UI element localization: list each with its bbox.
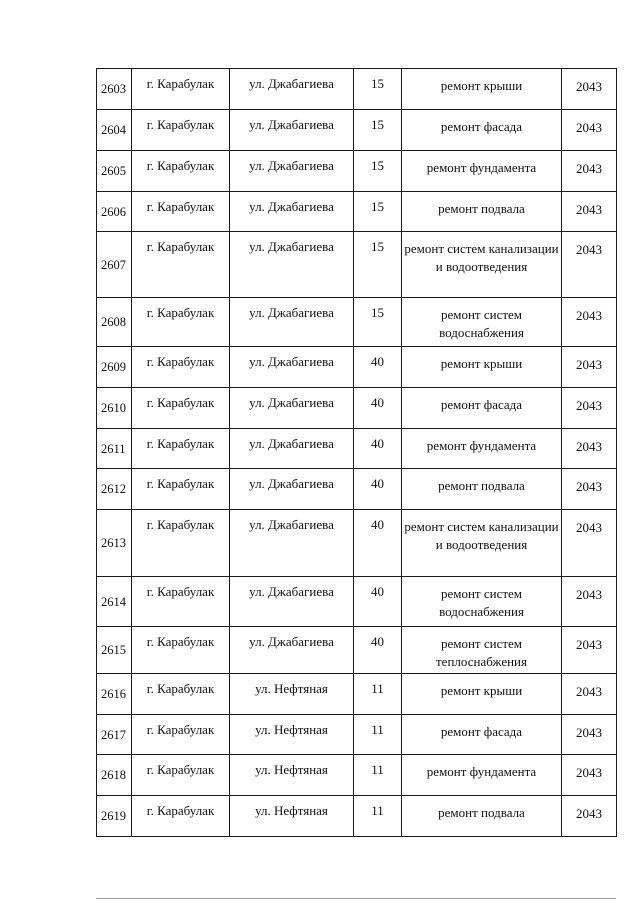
row-number: 2618 [97, 755, 132, 796]
work-type-cell-text: ремонт систем теплоснабжения [436, 636, 527, 669]
work-type-cell [402, 755, 562, 796]
house-number-cell [354, 674, 402, 715]
year-cell-text: 2043 [576, 765, 602, 780]
year-cell [562, 674, 617, 715]
row-number: 2613 [97, 510, 132, 577]
work-type-cell [402, 69, 562, 110]
house-number-cell [354, 347, 402, 388]
row-number: 2607 [97, 232, 132, 298]
street-cell-text: ул. Джабагиева [249, 117, 334, 132]
house-number-cell-text: 40 [371, 436, 384, 451]
table-row [97, 469, 617, 510]
city-cell-text: г. Карабулак [146, 681, 215, 696]
work-type-cell-text: ремонт подвала [438, 201, 525, 216]
street-cell [230, 469, 354, 510]
work-type-cell-text: ремонт систем водоснабжения [439, 307, 524, 340]
house-number-cell [354, 755, 402, 796]
table-row [97, 232, 617, 298]
scan-edge-line [96, 898, 616, 899]
city-cell [132, 347, 230, 388]
work-type-cell [402, 388, 562, 429]
house-number-cell [354, 715, 402, 755]
work-type-cell-text: ремонт крыши [440, 356, 523, 371]
work-type-cell-text: ремонт систем канализации и водоотведения [404, 241, 559, 274]
year-cell [562, 429, 617, 469]
year-cell-text: 2043 [576, 357, 602, 372]
house-number-cell-text: 40 [371, 584, 384, 599]
house-number-cell [354, 151, 402, 192]
year-cell-text: 2043 [576, 161, 602, 176]
year-cell-text: 2043 [576, 439, 602, 454]
city-cell-text: г. Карабулак [146, 117, 215, 132]
work-type-cell [402, 110, 562, 151]
year-cell [562, 469, 617, 510]
row-number: 2611 [97, 429, 132, 469]
street-cell-text: ул. Джабагиева [249, 199, 334, 214]
house-number-cell-text: 40 [371, 395, 384, 410]
street-cell-text: ул. Джабагиева [249, 76, 334, 91]
work-type-cell-text: ремонт систем канализации и водоотведения [404, 519, 559, 552]
work-type-cell [402, 510, 562, 577]
house-number-cell [354, 469, 402, 510]
work-type-cell-text: ремонт подвала [438, 478, 525, 493]
year-cell-text: 2043 [576, 308, 602, 323]
house-number-cell-text: 11 [371, 722, 384, 737]
work-type-cell [402, 192, 562, 232]
house-number-cell [354, 388, 402, 429]
street-cell [230, 796, 354, 837]
house-number-cell-text: 15 [371, 158, 384, 173]
city-cell-text: г. Карабулак [146, 762, 215, 777]
work-type-cell [402, 151, 562, 192]
city-cell-text: г. Карабулак [146, 76, 215, 91]
year-cell [562, 110, 617, 151]
street-cell [230, 627, 354, 674]
row-number: 2610 [97, 388, 132, 429]
year-cell [562, 192, 617, 232]
city-cell [132, 298, 230, 347]
work-type-cell [402, 298, 562, 347]
year-cell-text: 2043 [576, 520, 602, 535]
work-type-cell [402, 347, 562, 388]
city-cell [132, 151, 230, 192]
house-number-cell-text: 40 [371, 476, 384, 491]
city-cell-text: г. Карабулак [146, 395, 215, 410]
city-cell [132, 627, 230, 674]
house-number-cell [354, 69, 402, 110]
city-cell [132, 388, 230, 429]
year-cell-text: 2043 [576, 637, 602, 652]
city-cell-text: г. Карабулак [146, 158, 215, 173]
year-cell [562, 151, 617, 192]
year-cell [562, 298, 617, 347]
row-number: 2606 [97, 192, 132, 232]
street-cell-text: ул. Джабагиева [249, 239, 334, 254]
house-number-cell-text: 40 [371, 354, 384, 369]
work-type-cell [402, 715, 562, 755]
city-cell [132, 674, 230, 715]
house-number-cell-text: 15 [371, 305, 384, 320]
row-number: 2616 [97, 674, 132, 715]
city-cell-text: г. Карабулак [146, 239, 215, 254]
year-cell-text: 2043 [576, 725, 602, 740]
work-type-cell [402, 469, 562, 510]
house-number-cell [354, 192, 402, 232]
city-cell [132, 69, 230, 110]
year-cell-text: 2043 [576, 242, 602, 257]
street-cell [230, 110, 354, 151]
table-row [97, 796, 617, 837]
street-cell-text: ул. Джабагиева [249, 395, 334, 410]
street-cell [230, 674, 354, 715]
work-type-cell-text: ремонт систем водоснабжения [439, 586, 524, 619]
street-cell [230, 69, 354, 110]
city-cell [132, 469, 230, 510]
row-number: 2603 [97, 69, 132, 110]
house-number-cell [354, 577, 402, 627]
street-cell-text: ул. Джабагиева [249, 436, 334, 451]
city-cell-text: г. Карабулак [146, 476, 215, 491]
year-cell [562, 755, 617, 796]
city-cell [132, 755, 230, 796]
house-number-cell-text: 11 [371, 803, 384, 818]
house-number-cell-text: 40 [371, 634, 384, 649]
street-cell [230, 577, 354, 627]
house-number-cell [354, 110, 402, 151]
street-cell-text: ул. Нефтяная [255, 722, 328, 737]
row-number: 2615 [97, 627, 132, 674]
table-row [97, 347, 617, 388]
work-type-cell-text: ремонт фундамента [426, 764, 537, 779]
year-cell [562, 510, 617, 577]
table-row [97, 627, 617, 674]
street-cell-text: ул. Джабагиева [249, 584, 334, 599]
repair-schedule-table [96, 68, 617, 837]
city-cell [132, 429, 230, 469]
city-cell-text: г. Карабулак [146, 634, 215, 649]
work-type-cell [402, 796, 562, 837]
table-row [97, 298, 617, 347]
street-cell [230, 151, 354, 192]
street-cell [230, 298, 354, 347]
work-type-cell [402, 627, 562, 674]
house-number-cell [354, 298, 402, 347]
row-number: 2605 [97, 151, 132, 192]
city-cell-text: г. Карабулак [146, 305, 215, 320]
street-cell-text: ул. Джабагиева [249, 517, 334, 532]
street-cell-text: ул. Джабагиева [249, 158, 334, 173]
table-row [97, 674, 617, 715]
city-cell [132, 796, 230, 837]
year-cell-text: 2043 [576, 806, 602, 821]
work-type-cell [402, 674, 562, 715]
city-cell-text: г. Карабулак [146, 584, 215, 599]
house-number-cell [354, 232, 402, 298]
table-body [97, 69, 617, 837]
city-cell [132, 192, 230, 232]
street-cell-text: ул. Нефтяная [255, 681, 328, 696]
year-cell-text: 2043 [576, 202, 602, 217]
work-type-cell-text: ремонт фундамента [426, 438, 537, 453]
street-cell [230, 388, 354, 429]
row-number: 2617 [97, 715, 132, 755]
street-cell [230, 429, 354, 469]
work-type-cell [402, 429, 562, 469]
work-type-cell-text: ремонт фасада [440, 119, 523, 134]
table-row [97, 715, 617, 755]
street-cell-text: ул. Джабагиева [249, 634, 334, 649]
table-row [97, 69, 617, 110]
street-cell-text: ул. Нефтяная [255, 803, 328, 818]
year-cell [562, 232, 617, 298]
year-cell [562, 69, 617, 110]
house-number-cell-text: 15 [371, 199, 384, 214]
row-number: 2614 [97, 577, 132, 627]
work-type-cell-text: ремонт крыши [440, 78, 523, 93]
city-cell-text: г. Карабулак [146, 517, 215, 532]
table-row [97, 151, 617, 192]
street-cell [230, 715, 354, 755]
street-cell [230, 510, 354, 577]
house-number-cell [354, 796, 402, 837]
house-number-cell-text: 15 [371, 117, 384, 132]
year-cell-text: 2043 [576, 684, 602, 699]
house-number-cell-text: 11 [371, 681, 384, 696]
house-number-cell-text: 11 [371, 762, 384, 777]
table-row [97, 510, 617, 577]
row-number: 2604 [97, 110, 132, 151]
street-cell [230, 347, 354, 388]
table-row [97, 577, 617, 627]
city-cell [132, 715, 230, 755]
street-cell [230, 192, 354, 232]
year-cell [562, 796, 617, 837]
house-number-cell-text: 40 [371, 517, 384, 532]
work-type-cell-text: ремонт крыши [440, 683, 523, 698]
city-cell-text: г. Карабулак [146, 722, 215, 737]
street-cell-text: ул. Джабагиева [249, 476, 334, 491]
row-number: 2609 [97, 347, 132, 388]
city-cell [132, 510, 230, 577]
house-number-cell [354, 429, 402, 469]
city-cell-text: г. Карабулак [146, 436, 215, 451]
city-cell-text: г. Карабулак [146, 199, 215, 214]
work-type-cell-text: ремонт подвала [438, 805, 525, 820]
street-cell-text: ул. Джабагиева [249, 305, 334, 320]
year-cell-text: 2043 [576, 587, 602, 602]
year-cell-text: 2043 [576, 398, 602, 413]
row-number: 2612 [97, 469, 132, 510]
house-number-cell [354, 627, 402, 674]
year-cell-text: 2043 [576, 479, 602, 494]
house-number-cell-text: 15 [371, 239, 384, 254]
year-cell [562, 388, 617, 429]
table-row [97, 429, 617, 469]
city-cell [132, 577, 230, 627]
year-cell-text: 2043 [576, 120, 602, 135]
work-type-cell-text: ремонт фундамента [426, 160, 537, 175]
table-row [97, 755, 617, 796]
work-type-cell-text: ремонт фасада [440, 397, 523, 412]
year-cell [562, 347, 617, 388]
street-cell-text: ул. Джабагиева [249, 354, 334, 369]
street-cell-text: ул. Нефтяная [255, 762, 328, 777]
year-cell-text: 2043 [576, 79, 602, 94]
work-type-cell-text: ремонт фасада [440, 724, 523, 739]
year-cell [562, 577, 617, 627]
city-cell-text: г. Карабулак [146, 803, 215, 818]
row-number: 2608 [97, 298, 132, 347]
house-number-cell [354, 510, 402, 577]
table-row [97, 192, 617, 232]
year-cell [562, 715, 617, 755]
table-row [97, 388, 617, 429]
work-type-cell [402, 577, 562, 627]
work-type-cell [402, 232, 562, 298]
city-cell-text: г. Карабулак [146, 354, 215, 369]
house-number-cell-text: 15 [371, 76, 384, 91]
street-cell [230, 232, 354, 298]
street-cell [230, 755, 354, 796]
table-row [97, 110, 617, 151]
city-cell [132, 232, 230, 298]
year-cell [562, 627, 617, 674]
row-number: 2619 [97, 796, 132, 837]
city-cell [132, 110, 230, 151]
